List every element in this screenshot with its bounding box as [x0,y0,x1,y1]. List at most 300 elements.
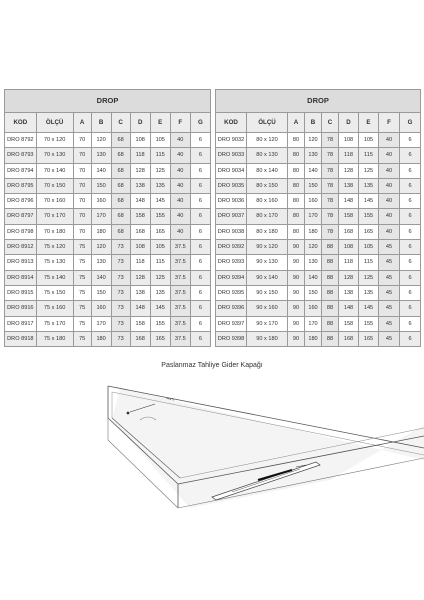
table-cell: 165 [359,224,379,239]
table-cell: 73 [111,240,130,255]
table-cell: 108 [130,240,150,255]
table-cell: DRO 9034 [216,163,247,178]
table-cell: 45 [379,301,400,316]
table-cell: DRO 9395 [216,285,247,300]
table-cell: DRO 9038 [216,224,247,239]
table-cell: 37.5 [170,285,190,300]
table-row [216,194,421,209]
table-cell: 105 [359,240,379,255]
table-cell: 6 [400,270,421,285]
table-row [5,194,211,209]
table-cell: 73 [111,255,130,270]
table-cell: DRO 9397 [216,316,247,331]
table-cell: 80 x 150 [247,178,288,193]
table-cell: 78 [322,224,339,239]
table-cell: 120 [91,240,111,255]
table-cell: 37.5 [170,316,190,331]
column-header: B [91,113,111,133]
table-cell: 68 [111,133,130,148]
table-row [5,285,211,300]
table-cell: 6 [190,163,210,178]
table-cell: 138 [339,178,359,193]
table-row [5,133,211,148]
table-cell: 6 [400,163,421,178]
table-cell: 88 [322,301,339,316]
table-cell: 165 [150,331,170,346]
table-cell: 40 [379,224,400,239]
header-row [216,113,421,133]
table-cell: 155 [150,209,170,224]
table-cell: 170 [305,209,322,224]
table-cell: 105 [359,133,379,148]
table-cell: 80 x 160 [247,194,288,209]
table-cell: DRO 8915 [5,285,37,300]
table-cell: 75 [73,270,91,285]
column-header: C [322,113,339,133]
table-cell: DRO 9033 [216,148,247,163]
table-cell: 148 [339,194,359,209]
table-cell: 45 [379,316,400,331]
table-cell: 75 x 170 [36,316,73,331]
table-body [216,133,421,347]
table-cell: 160 [91,194,111,209]
table-cell: 160 [305,194,322,209]
table-cell: 6 [190,194,210,209]
table-cell: 70 x 170 [36,209,73,224]
table-cell: 125 [150,163,170,178]
table-cell: 6 [400,316,421,331]
table-cell: 90 [288,285,305,300]
table-cell: 75 x 150 [36,285,73,300]
table-cell: 6 [400,301,421,316]
table-cell: 75 [73,240,91,255]
table-cell: 160 [91,301,111,316]
table-cell: DRO 9394 [216,270,247,285]
table-row [216,255,421,270]
dimension-table-right [215,89,421,347]
table-cell: 70 x 120 [36,133,73,148]
table-cell: DRO 8793 [5,148,37,163]
table-cell: 140 [305,163,322,178]
table-cell: 6 [400,255,421,270]
table-cell: 45 [379,331,400,346]
table-cell: 138 [130,178,150,193]
table-cell: 73 [111,316,130,331]
column-header: KOD [5,113,37,133]
table-cell: 88 [322,316,339,331]
table-cell: 160 [305,301,322,316]
table-cell: 40 [379,133,400,148]
table-cell: 73 [111,331,130,346]
table-cell: 40 [379,163,400,178]
table-row [216,285,421,300]
table-cell: 40 [170,209,190,224]
table-cell: 6 [400,148,421,163]
table-cell: 165 [150,224,170,239]
table-cell: 80 [288,224,305,239]
table-cell: 130 [305,148,322,163]
table-cell: 115 [359,148,379,163]
table-row [216,209,421,224]
table-cell: 6 [400,285,421,300]
table-cell: DRO 9035 [216,178,247,193]
table-cell: DRO 8792 [5,133,37,148]
table-cell: 6 [400,224,421,239]
table-cell: 37.5 [170,240,190,255]
table-row [216,301,421,316]
table-cell: 168 [339,224,359,239]
table-cell: DRO 8913 [5,255,37,270]
table-cell: 88 [322,270,339,285]
table-cell: 6 [190,285,210,300]
table-cell: 130 [91,255,111,270]
table-cell: 68 [111,163,130,178]
table-cell: 135 [150,178,170,193]
table-cell: 108 [339,133,359,148]
table-cell: 135 [150,285,170,300]
table-cell: 90 x 170 [247,316,288,331]
table-cell: 90 x 120 [247,240,288,255]
table-cell: 45 [379,255,400,270]
table-cell: 180 [305,331,322,346]
table-cell: 128 [339,270,359,285]
table-cell: 45 [379,240,400,255]
table-cell: 180 [91,331,111,346]
table-cell: 155 [359,316,379,331]
table-cell: 128 [130,163,150,178]
table-cell: 78 [322,194,339,209]
column-header: KOD [216,113,247,133]
table-cell: 40 [379,178,400,193]
table-cell: 80 x 140 [247,163,288,178]
table-cell: 150 [305,285,322,300]
table-cell: DRO 8918 [5,331,37,346]
table-cell: 80 [288,209,305,224]
table-cell: 168 [339,331,359,346]
table-cell: DRO 9032 [216,133,247,148]
table-row [5,163,211,178]
table-cell: 90 [288,301,305,316]
table-row [5,316,211,331]
table-row [216,163,421,178]
table-cell: 140 [91,270,111,285]
table-cell: 170 [91,209,111,224]
table-cell: 158 [130,209,150,224]
table-row [5,148,211,163]
table-cell: 90 x 180 [247,331,288,346]
table-cell: 6 [400,240,421,255]
table-cell: 90 [288,331,305,346]
table-cell: DRO 8798 [5,224,37,239]
table-cell: 78 [322,178,339,193]
column-header: A [73,113,91,133]
table-cell: 73 [111,270,130,285]
table-cell: DRO 8914 [5,270,37,285]
table-cell: 75 x 180 [36,331,73,346]
table-cell: 80 [288,178,305,193]
table-cell: 70 x 130 [36,148,73,163]
table-cell: 145 [150,301,170,316]
table-row [216,316,421,331]
table-cell: 80 [288,194,305,209]
table-cell: 148 [130,301,150,316]
table-cell: 6 [190,270,210,285]
table-cell: DRO 8795 [5,178,37,193]
table-cell: 75 [73,285,91,300]
table-cell: 140 [305,270,322,285]
table-cell: 138 [130,285,150,300]
table-cell: 158 [339,316,359,331]
table-cell: 130 [91,148,111,163]
table-cell: 70 [73,178,91,193]
table-cell: 165 [359,331,379,346]
table-cell: 6 [400,209,421,224]
table-cell: 108 [339,240,359,255]
table-cell: 80 [288,148,305,163]
table-cell: 6 [190,331,210,346]
table-cell: 80 x 120 [247,133,288,148]
table-cell: 68 [111,194,130,209]
table-cell: 115 [150,148,170,163]
table-cell: 105 [150,240,170,255]
table-row [216,224,421,239]
table-cell: 75 [73,331,91,346]
table-cell: 158 [339,209,359,224]
diagram-caption: Paslanmaz Tahliye Gider Kapağı [161,362,263,369]
table-cell: 88 [322,255,339,270]
table-cell: 75 [73,255,91,270]
table-cell: 75 [73,316,91,331]
table-row [216,178,421,193]
column-header: G [190,113,210,133]
table-cell: 70 [73,209,91,224]
dimension-table-left [4,89,211,347]
table-cell: 115 [359,255,379,270]
table-cell: 118 [339,148,359,163]
table-title: DROP [216,90,421,113]
table-cell: DRO 9037 [216,209,247,224]
table-cell: 70 x 140 [36,163,73,178]
table-cell: 40 [379,148,400,163]
table-cell: 78 [322,209,339,224]
table-cell: 170 [91,316,111,331]
table-cell: 150 [305,178,322,193]
table-cell: 40 [170,133,190,148]
table-cell: 68 [111,224,130,239]
table-cell: 150 [91,285,111,300]
table-cell: 68 [111,178,130,193]
table-cell: 6 [400,331,421,346]
table-cell: 180 [91,224,111,239]
table-cell: 70 x 180 [36,224,73,239]
table-cell: 90 x 140 [247,270,288,285]
table-cell: 90 [288,240,305,255]
table-cell: 6 [190,133,210,148]
table-cell: 6 [190,148,210,163]
table-row [5,209,211,224]
table-cell: 148 [339,301,359,316]
table-cell: 80 [288,133,305,148]
table-cell: 170 [305,316,322,331]
table-cell: 135 [359,285,379,300]
table-cell: 70 x 160 [36,194,73,209]
table-cell: 75 x 130 [36,255,73,270]
table-cell: 68 [111,209,130,224]
table-cell: 70 [73,148,91,163]
table-cell: 118 [130,148,150,163]
table-cell: 90 [288,255,305,270]
table-cell: DRO 9396 [216,301,247,316]
table-cell: 40 [170,148,190,163]
table-cell: 6 [190,301,210,316]
table-cell: 168 [130,331,150,346]
table-cell: 80 [288,163,305,178]
column-header: ÖLÇÜ [247,113,288,133]
table-cell: 78 [322,133,339,148]
table-cell: 6 [190,316,210,331]
table-cell: 155 [150,316,170,331]
table-cell: 120 [305,133,322,148]
table-cell: 118 [130,255,150,270]
table-cell: 45 [379,270,400,285]
column-header: C [111,113,130,133]
table-cell: 125 [359,163,379,178]
table-row [216,133,421,148]
column-header: E [359,113,379,133]
table-cell: 37.5 [170,301,190,316]
table-cell: 80 x 180 [247,224,288,239]
column-header: A [288,113,305,133]
column-header: ÖLÇÜ [36,113,73,133]
table-cell: 115 [150,255,170,270]
table-row [5,178,211,193]
table-cell: 145 [150,194,170,209]
table-cell: 40 [170,163,190,178]
table-cell: 6 [190,255,210,270]
table-cell: 138 [339,285,359,300]
table-cell: 40 [379,194,400,209]
table-cell: DRO 9393 [216,255,247,270]
table-cell: 40 [379,209,400,224]
table-cell: 125 [359,270,379,285]
table-cell: 145 [359,301,379,316]
table-cell: 120 [91,133,111,148]
table-cell: 75 [73,301,91,316]
table-cell: 150 [91,178,111,193]
table-cell: 155 [359,209,379,224]
table-cell: 140 [91,163,111,178]
table-cell: 75 x 140 [36,270,73,285]
table-cell: 120 [305,240,322,255]
table-cell: 168 [130,224,150,239]
table-cell: 128 [130,270,150,285]
column-header: G [400,113,421,133]
table-cell: 158 [130,316,150,331]
table-cell: 90 x 160 [247,301,288,316]
table-row [5,301,211,316]
column-header: E [150,113,170,133]
column-header: F [379,113,400,133]
table-title: DROP [5,90,211,113]
table-cell: 88 [322,285,339,300]
table-cell: DRO 8916 [5,301,37,316]
table-cell: 68 [111,148,130,163]
column-header: F [170,113,190,133]
table-cell: DRO 9392 [216,240,247,255]
table-cell: 40 [170,224,190,239]
table-cell: 78 [322,148,339,163]
table-cell: 135 [359,178,379,193]
table-cell: 145 [359,194,379,209]
table-cell: 88 [322,331,339,346]
table-cell: 6 [190,178,210,193]
table-cell: 37.5 [170,270,190,285]
table-cell: 45 [379,285,400,300]
header-row [5,113,211,133]
table-cell: DRO 8794 [5,163,37,178]
table-row [5,270,211,285]
table-cell: DRO 8912 [5,240,37,255]
table-cell: 70 x 150 [36,178,73,193]
column-header: D [339,113,359,133]
table-cell: DRO 9036 [216,194,247,209]
table-cell: 108 [130,133,150,148]
table-cell: 180 [305,224,322,239]
table-row [5,331,211,346]
table-cell: 105 [150,133,170,148]
table-cell: DRO 8917 [5,316,37,331]
table-cell: 90 x 150 [247,285,288,300]
table-cell: 70 [73,224,91,239]
table-row [5,224,211,239]
table-cell: 37.5 [170,255,190,270]
table-cell: 73 [111,285,130,300]
table-cell: 6 [190,240,210,255]
table-cell: 40 [170,178,190,193]
table-cell: 130 [305,255,322,270]
table-cell: 75 x 120 [36,240,73,255]
table-row [216,331,421,346]
table-cell: 90 [288,270,305,285]
table-cell: 128 [339,163,359,178]
table-cell: 90 x 130 [247,255,288,270]
table-cell: 6 [400,178,421,193]
table-row [5,255,211,270]
table-cell: 6 [400,194,421,209]
table-cell: 80 x 130 [247,148,288,163]
table-cell: 6 [190,224,210,239]
table-cell: DRO 8797 [5,209,37,224]
table-cell: 70 [73,163,91,178]
table-cell: 80 x 170 [247,209,288,224]
table-row [216,270,421,285]
table-cell: DRO 8796 [5,194,37,209]
table-cell: 37.5 [170,331,190,346]
table-cell: 88 [322,240,339,255]
table-cell: 75 x 160 [36,301,73,316]
table-body [5,133,211,347]
table-cell: 73 [111,301,130,316]
table-cell: 70 [73,133,91,148]
table-cell: 70 [73,194,91,209]
table-cell: 6 [400,133,421,148]
table-cell: 90 [288,316,305,331]
column-header: D [130,113,150,133]
shower-tray-drawing [0,360,424,600]
table-cell: 6 [190,209,210,224]
column-header: B [305,113,322,133]
table-cell: 40 [170,194,190,209]
